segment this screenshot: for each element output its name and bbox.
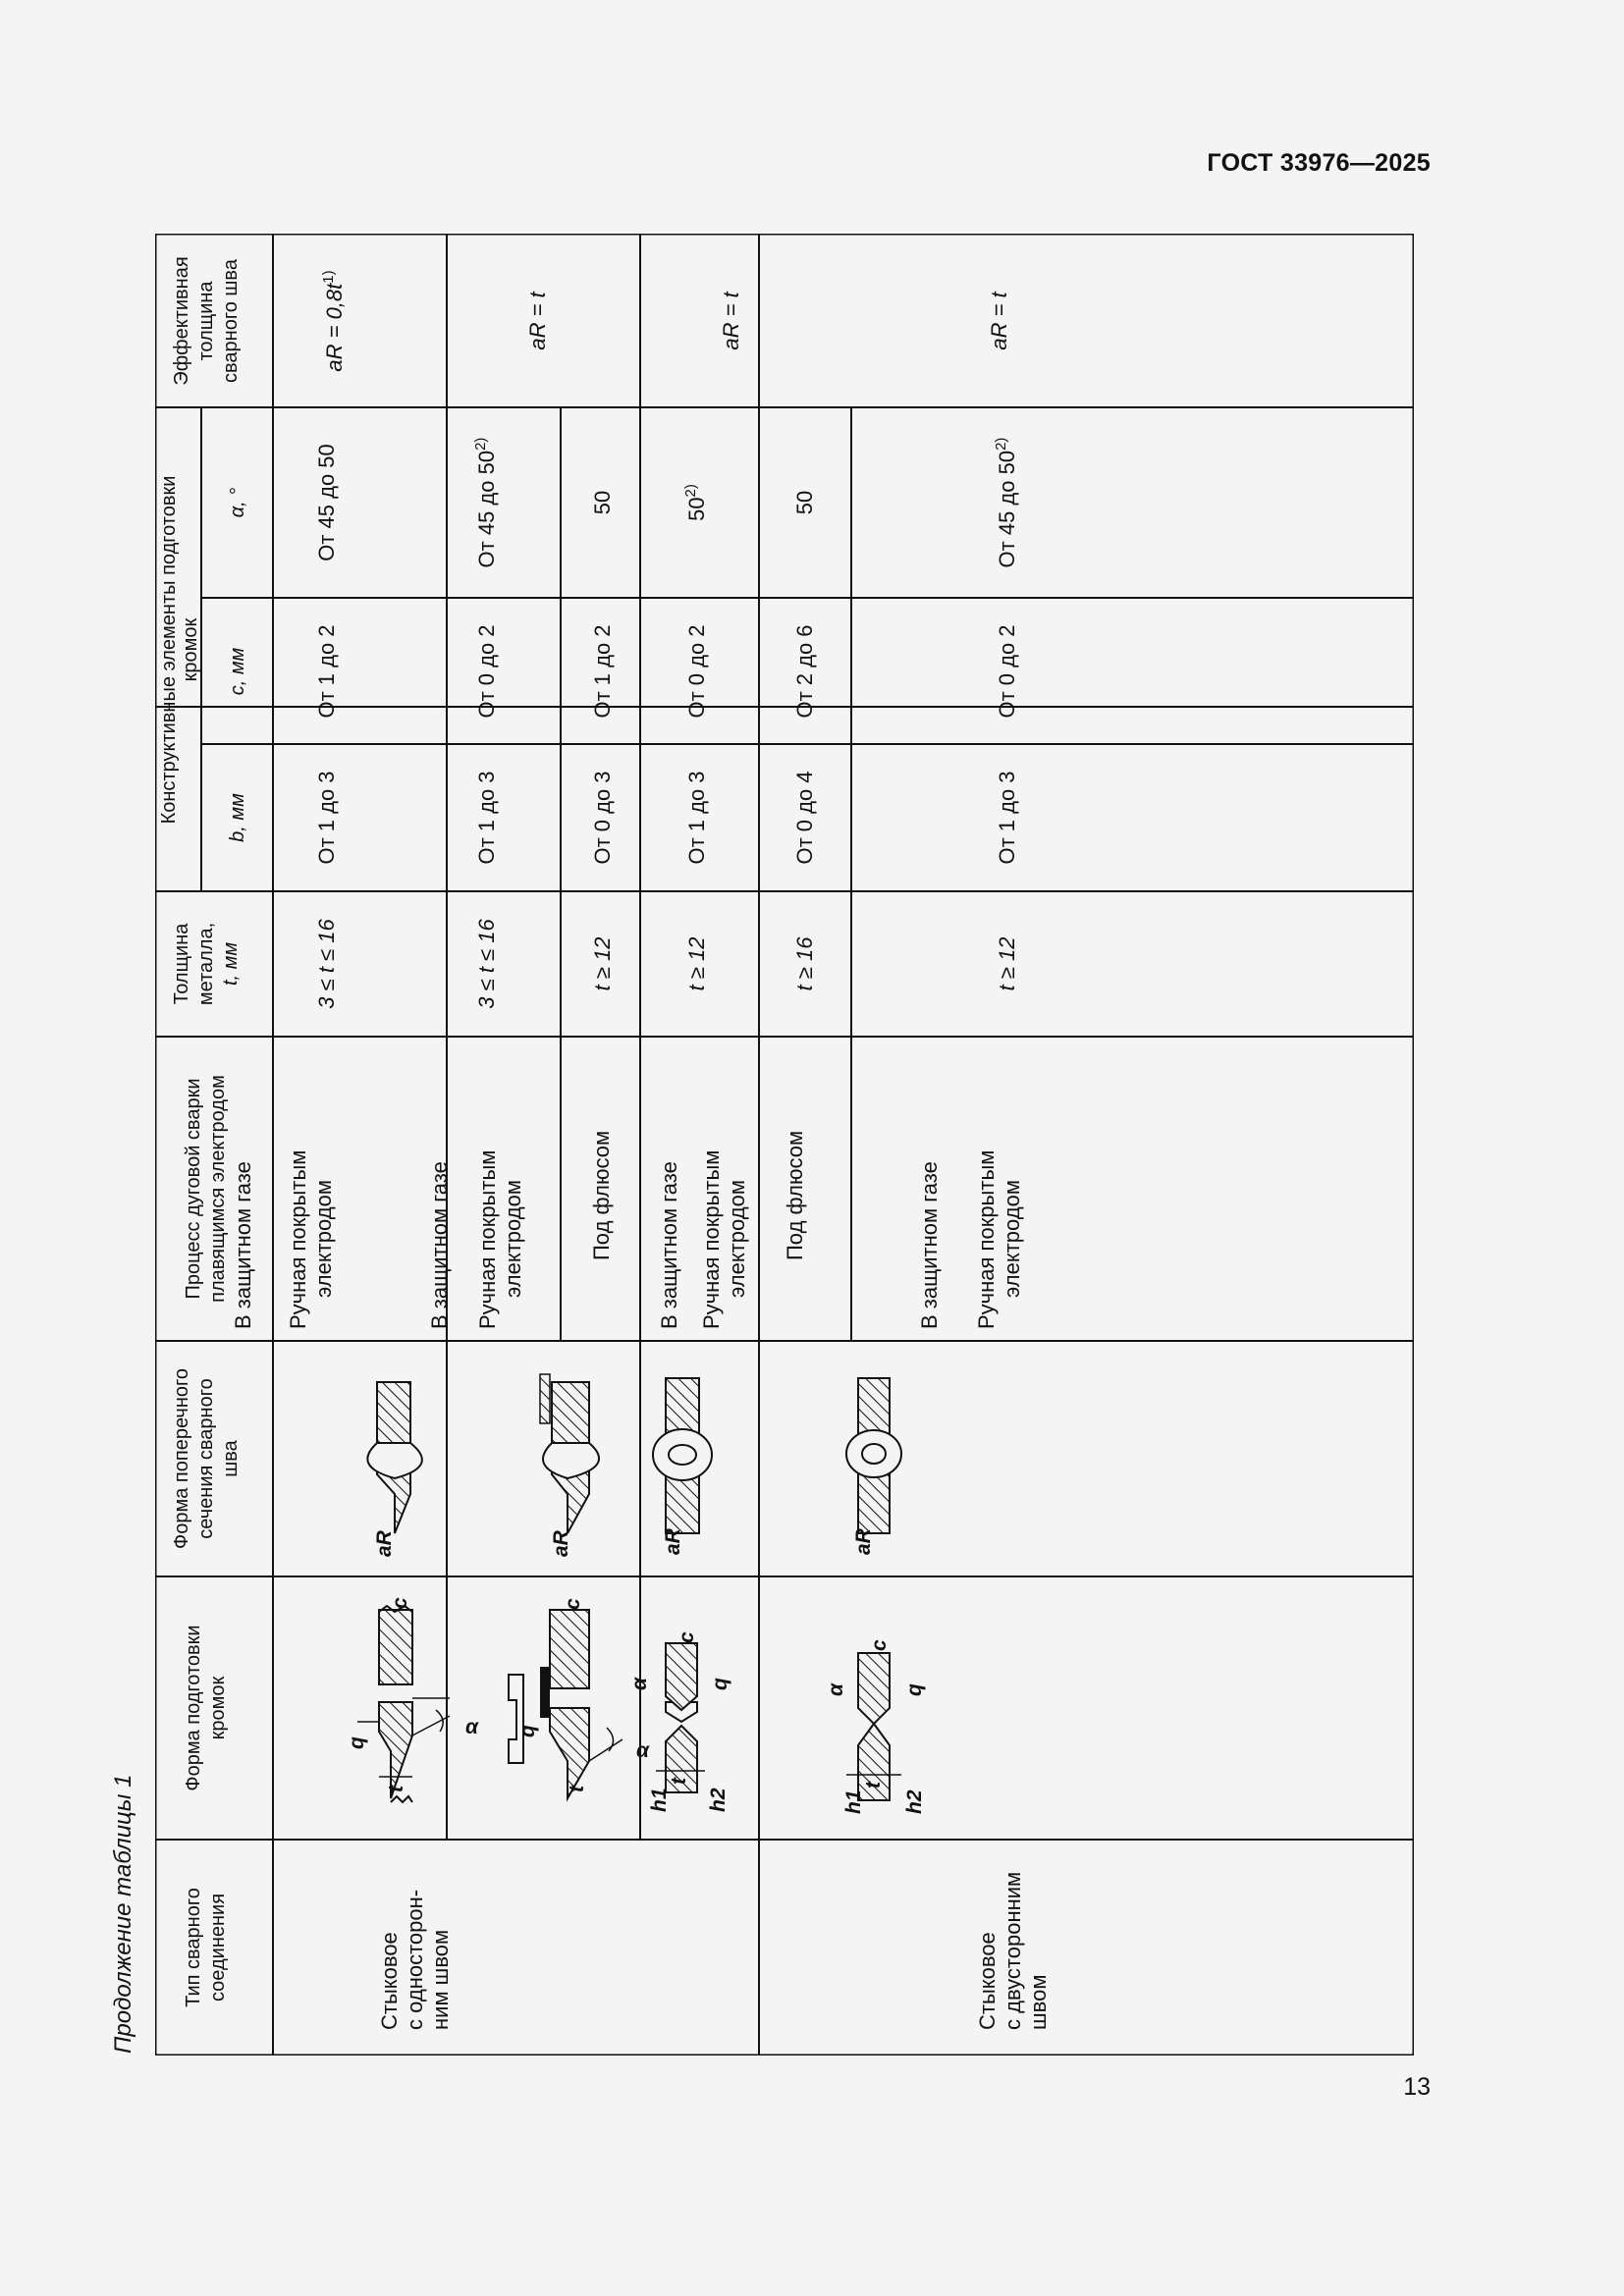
alpha-row-3: 50 — [590, 490, 615, 515]
b-row-4: От 1 до 3 — [684, 771, 709, 865]
svg-text:сварного шва: сварного шва — [220, 259, 242, 383]
process-row-6 — [917, 1150, 1024, 1329]
c-row-5: От 2 до 6 — [792, 624, 817, 719]
svg-text:От 45 до 502): От 45 до 50$^{2)}$ — [472, 437, 499, 568]
svg-text:В защитном газе: В защитном газе — [657, 1161, 681, 1329]
svg-text:c: c — [676, 1631, 698, 1643]
header-thickness — [171, 923, 242, 1005]
alpha-row-4 — [682, 484, 709, 521]
header-c: c, мм — [227, 647, 248, 696]
svg-text:q: q — [346, 1736, 368, 1749]
svg-text:электродом: электродом — [311, 1180, 336, 1298]
svg-text:Конструктивные элементы подгот: Конструктивные элементы подготовки — [158, 475, 180, 825]
svg-text:α: α — [636, 1739, 650, 1762]
b-row-3: От 0 до 3 — [590, 771, 615, 865]
svg-text:ним швом: ним швом — [428, 1929, 453, 2030]
svg-text:кромок: кромок — [207, 1676, 229, 1740]
svg-text:aR: aR — [662, 1528, 684, 1555]
joint-type-single-sided — [377, 1890, 453, 2030]
process-row-2 — [427, 1150, 525, 1329]
svg-text:Ручная покрытым: Ручная покрытым — [974, 1149, 999, 1329]
b-row-5: От 0 до 4 — [792, 771, 817, 865]
thickness-row-2: 3 ≤ t ≤ 16 — [474, 919, 499, 1009]
thickness-row-1: 3 ≤ t ≤ 16 — [314, 919, 339, 1009]
process-row-4 — [657, 1150, 749, 1329]
svg-text:В защитном газе: В защитном газе — [427, 1161, 452, 1329]
process-row-3: Под флюсом — [589, 1130, 614, 1260]
svg-text:q: q — [516, 1725, 539, 1737]
svg-text:aR: aR — [852, 1528, 875, 1555]
header-effective — [171, 256, 242, 385]
svg-text:aR: aR — [373, 1530, 396, 1557]
prep-drawing-single-2 — [509, 1598, 650, 1798]
svg-text:h1: h1 — [648, 1788, 671, 1812]
svg-text:aR: aR — [550, 1530, 572, 1557]
svg-text:От 45 до 502): От 45 до 50$^{2)}$ — [993, 437, 1019, 568]
header-section-form — [171, 1368, 242, 1549]
svg-text:В защитном газе: В защитном газе — [231, 1161, 255, 1329]
alpha-row-6 — [993, 438, 1019, 568]
svg-text:Тип сварного: Тип сварного — [183, 1888, 204, 2007]
effective-row-4: aR = t — [719, 292, 743, 350]
svg-text:В защитном газе: В защитном газе — [917, 1161, 942, 1329]
svg-text:t: t — [862, 1782, 885, 1789]
svg-text:c: c — [562, 1598, 584, 1610]
svg-text:aR = 0,8t1): aR = $0,8t^{1)}$ — [320, 270, 347, 372]
svg-text:с двусторонним: с двусторонним — [1001, 1871, 1025, 2030]
svg-text:t: t — [566, 1786, 588, 1792]
svg-text:кромок: кромок — [180, 617, 201, 682]
svg-text:h2: h2 — [707, 1788, 730, 1812]
svg-text:t: t — [668, 1778, 690, 1785]
header-b: b, мм — [227, 793, 248, 842]
svg-text:металла,: металла, — [195, 922, 217, 1006]
thickness-row-6: t ≥ 12 — [995, 936, 1019, 991]
svg-text:t, мм: t, мм — [220, 941, 242, 987]
weld-joint-table — [155, 234, 1414, 2056]
svg-text:α: α — [628, 1677, 651, 1690]
b-row-2: От 1 до 3 — [474, 771, 499, 865]
c-row-6: От 0 до 2 — [995, 624, 1019, 719]
svg-text:h2: h2 — [903, 1789, 926, 1814]
svg-text:α: α — [465, 1716, 479, 1738]
b-row-1: От 1 до 3 — [314, 771, 339, 865]
svg-text:плавящимся электродом: плавящимся электродом — [207, 1075, 229, 1303]
svg-text:α: α — [825, 1682, 847, 1696]
section-drawing-1 — [367, 1382, 421, 1557]
svg-text:с односторон-: с односторон- — [403, 1889, 427, 2030]
alpha-row-2 — [472, 438, 499, 568]
header-process — [183, 1075, 229, 1303]
svg-text:Стыковое: Стыковое — [377, 1932, 402, 2030]
svg-text:q: q — [903, 1683, 926, 1696]
svg-text:Стыковое: Стыковое — [975, 1932, 1000, 2030]
svg-text:Ручная покрытым: Ручная покрытым — [699, 1149, 724, 1329]
prep-drawing-double-1 — [628, 1631, 731, 1812]
standard-number: ГОСТ 33976—2025 — [1207, 149, 1431, 177]
thickness-row-4: t ≥ 12 — [684, 936, 709, 991]
effective-row-2: aR = t — [525, 292, 550, 350]
svg-text:Процесс дуговой сварки: Процесс дуговой сварки — [183, 1078, 204, 1300]
svg-text:t: t — [385, 1786, 407, 1792]
alpha-row-5: 50 — [792, 490, 817, 515]
svg-text:Эффективная: Эффективная — [171, 256, 192, 386]
svg-text:электродом: электродом — [725, 1180, 749, 1298]
svg-text:Форма поперечного: Форма поперечного — [171, 1368, 192, 1549]
svg-text:соединения: соединения — [207, 1893, 229, 2002]
c-row-2: От 0 до 2 — [474, 624, 499, 719]
svg-text:сечения сварного: сечения сварного — [195, 1378, 217, 1539]
effective-row-1 — [320, 270, 347, 371]
svg-text:502): 50$^{2)}$ — [682, 484, 709, 521]
section-drawing-3 — [653, 1378, 712, 1555]
svg-text:толщина: толщина — [195, 281, 217, 361]
rotated-table — [155, 234, 1414, 2056]
c-row-4: От 0 до 2 — [684, 624, 709, 719]
process-row-1 — [231, 1150, 336, 1329]
thickness-row-3: t ≥ 12 — [590, 936, 615, 991]
joint-type-double-sided — [975, 1872, 1051, 2030]
page-number: 13 — [1403, 2073, 1431, 2101]
svg-text:Ручная покрытым: Ручная покрытым — [286, 1149, 310, 1329]
prep-drawing-double-2 — [825, 1639, 926, 1814]
svg-text:Толщина: Толщина — [171, 923, 192, 1005]
svg-text:c: c — [868, 1639, 891, 1651]
svg-text:швом: швом — [1026, 1974, 1051, 2030]
prep-drawing-single-1 — [346, 1597, 479, 1802]
process-row-5: Под флюсом — [783, 1130, 807, 1260]
header-alpha: α, ° — [227, 487, 248, 518]
header-prep-form — [183, 1625, 229, 1790]
svg-text:электродом: электродом — [501, 1180, 525, 1298]
table-continuation-caption: Продолжение таблицы 1 — [110, 1774, 136, 2054]
svg-text:c: c — [389, 1597, 411, 1609]
b-row-6: От 1 до 3 — [995, 771, 1019, 865]
svg-text:электродом: электродом — [1000, 1180, 1024, 1298]
header-elements — [158, 476, 201, 825]
section-drawing-4 — [846, 1378, 901, 1555]
effective-row-6: aR = t — [987, 292, 1011, 350]
c-row-1: От 1 до 2 — [314, 624, 339, 719]
thickness-row-5: t ≥ 16 — [792, 936, 817, 991]
svg-text:q: q — [709, 1678, 731, 1690]
svg-text:h1: h1 — [842, 1789, 865, 1814]
alpha-row-1: От 45 до 50 — [314, 444, 339, 561]
section-drawing-2 — [540, 1374, 599, 1557]
header-type — [183, 1888, 229, 2007]
svg-text:Форма подготовки: Форма подготовки — [183, 1625, 204, 1791]
c-row-3: От 1 до 2 — [590, 624, 615, 719]
svg-text:шва: шва — [220, 1440, 242, 1477]
svg-text:Ручная покрытым: Ручная покрытым — [475, 1149, 500, 1329]
